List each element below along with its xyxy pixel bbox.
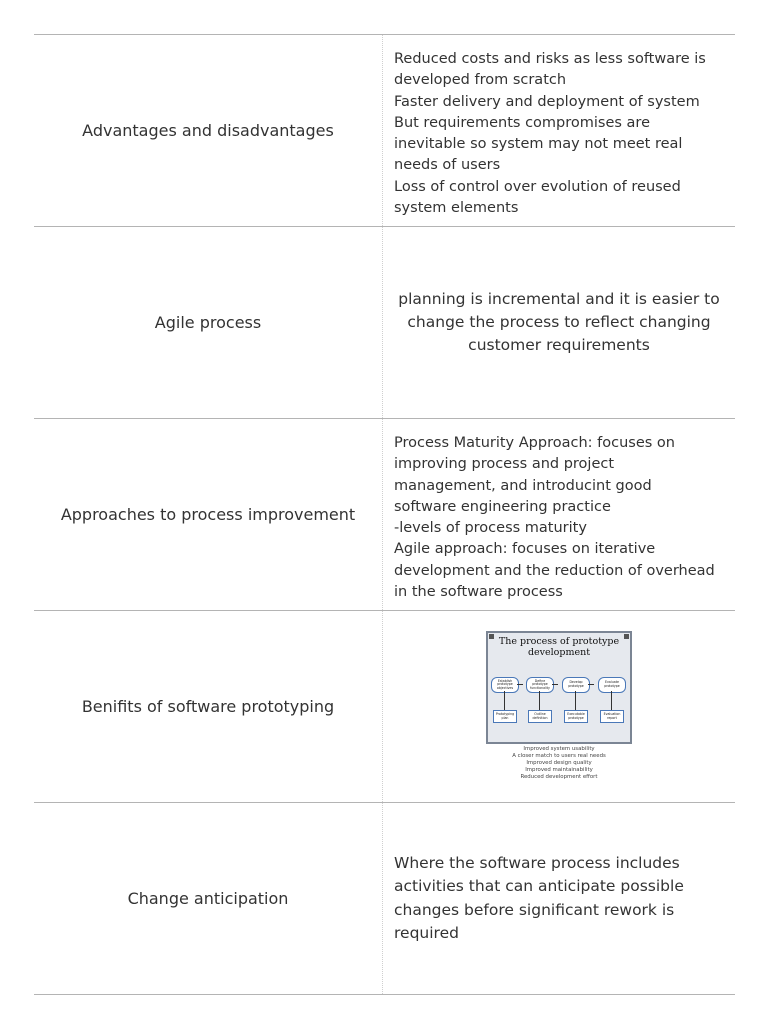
definition-line: Faster delivery and deployment of system xyxy=(394,93,700,110)
definition-line: Process Maturity Approach: focuses on xyxy=(394,435,675,451)
definition-line: needs of users xyxy=(394,157,501,174)
definition-line: software engineering practice xyxy=(394,498,611,515)
card-definition xyxy=(394,803,724,994)
figure-title: The process of prototype development xyxy=(498,636,620,658)
card-definition xyxy=(394,419,724,603)
definition-line: -levels of process maturity xyxy=(394,520,587,537)
definition-line: But requirements compromises are xyxy=(394,114,650,131)
definition-line: inevitable so system may not meet real xyxy=(394,136,683,153)
arrow-down-icon xyxy=(539,691,540,710)
card-row xyxy=(34,418,735,610)
figure-node: Establish prototype objectives xyxy=(491,677,519,693)
caption-line: A closer match to users real needs xyxy=(512,753,606,759)
figure-node: Executable prototype xyxy=(564,710,588,723)
column-divider xyxy=(382,227,383,418)
caption-line: Improved design quality xyxy=(526,760,592,766)
figure-node: Define prototype functionality xyxy=(526,677,554,693)
definition-line: Loss of control over evolution of reused xyxy=(394,178,681,195)
definition-line: management, and introducint good xyxy=(394,477,652,494)
card-term: Approaches to process improvement xyxy=(60,505,356,524)
figure-caption xyxy=(474,746,644,781)
definition-line: development and the reduction of overhead xyxy=(394,562,715,579)
figure-node: Prototyping plan xyxy=(493,710,517,723)
card-definition xyxy=(394,35,724,219)
figure-node: Outline definition xyxy=(528,710,552,723)
column-divider xyxy=(382,35,383,226)
caption-line: Improved maintainability xyxy=(525,767,593,773)
card-term: Benifits of software prototyping xyxy=(81,697,335,716)
definition-line: improving process and project xyxy=(394,456,615,473)
caption-line: Improved system usability xyxy=(523,746,595,752)
definition-line: Reduced costs and risks as less software is xyxy=(394,51,706,67)
column-divider xyxy=(382,803,383,994)
arrow-right-icon xyxy=(552,684,558,685)
arrow-right-icon xyxy=(517,684,523,685)
card-row xyxy=(34,802,735,995)
figure-node: Evaluation report xyxy=(600,710,624,723)
definition-text: planning is incremental and it is easier to change the process to reflect changing customer requirements xyxy=(398,290,720,354)
figure-node: Develop prototype xyxy=(562,677,590,693)
card-row xyxy=(34,610,735,802)
arrow-down-icon xyxy=(575,691,576,710)
definition-line: Agile approach: focuses on iterative xyxy=(394,541,656,558)
card-term: Change anticipation xyxy=(127,889,289,908)
card-term: Advantages and disadvantages xyxy=(82,121,334,140)
arrow-down-icon xyxy=(611,691,612,710)
prototype-process-figure xyxy=(486,631,632,744)
definition-line: in the software process xyxy=(394,584,563,601)
card-row xyxy=(34,34,735,226)
column-divider xyxy=(382,419,383,610)
column-divider xyxy=(382,611,383,802)
card-row xyxy=(34,226,735,418)
definition-text: Where the software process includes activities that can anticipate possible changes before significant rework is required xyxy=(394,853,684,942)
flashcard-sheet xyxy=(34,34,735,995)
arrow-down-icon xyxy=(504,691,505,710)
definition-line: developed from scratch xyxy=(394,72,567,89)
arrow-right-icon xyxy=(588,684,594,685)
card-definition xyxy=(394,227,724,418)
caption-line: Reduced development effort xyxy=(520,774,598,780)
definition-line: system elements xyxy=(394,200,519,217)
figure-node: Evaluate prototype xyxy=(598,677,626,693)
card-term: Agile process xyxy=(154,313,262,332)
